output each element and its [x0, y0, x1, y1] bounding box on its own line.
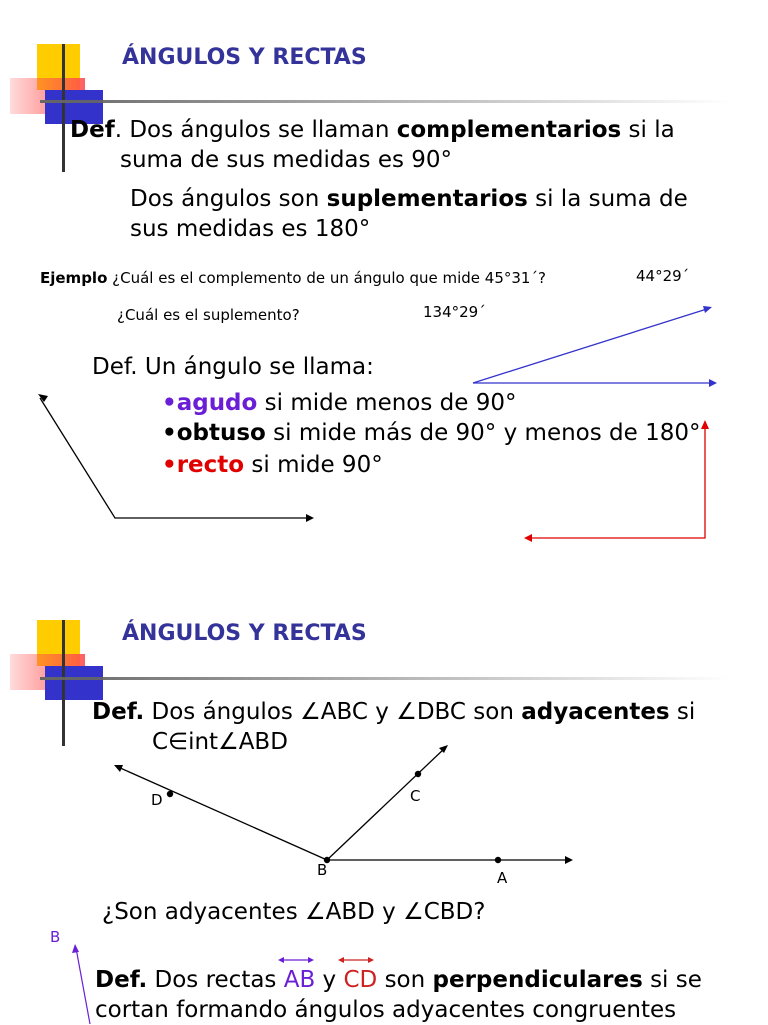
agudo-text: si mide menos de 90° [257, 390, 517, 416]
slide1-title: ÁNGULOS Y RECTAS [122, 45, 367, 70]
corner-point-label: B [50, 928, 61, 946]
point-label-a: A [497, 869, 508, 887]
def-angle-types: Def. Un ángulo se llama: [92, 354, 374, 380]
slide2-title: ÁNGULOS Y RECTAS [122, 621, 367, 646]
ab-line-symbol [278, 957, 314, 963]
example-answer2: 134°29´ [423, 303, 486, 321]
line-cd: CD [343, 967, 378, 993]
def-label: Def. [95, 967, 148, 993]
def-text-end: si se [642, 967, 702, 993]
cd-line-symbol [338, 957, 374, 963]
term-agudo: agudo [176, 390, 258, 416]
term-adyacentes: adyacentes [521, 699, 670, 725]
point-label-d: D [151, 791, 163, 809]
def-text-son: son [377, 967, 433, 993]
def-adyacentes-line2: C∈int∠ABD [152, 729, 288, 755]
adjacent-question: ¿Son adyacentes ∠ABD y ∠CBD? [102, 899, 486, 925]
term-suplementarios: suplementarios [326, 186, 528, 212]
def-text: Dos ángulos ∠ABC y ∠DBC son [144, 699, 522, 725]
def-complementarios-line2: suma de sus medidas es 90° [120, 147, 453, 173]
def-text-end: si la [621, 117, 675, 143]
line-ab: AB [283, 967, 316, 993]
example-label: Ejemplo [40, 269, 108, 287]
term-obtuso: obtuso [176, 420, 266, 446]
example-text: ¿Cuál es el complemento de un ángulo que mide 45°31´? [107, 269, 546, 287]
def-suplementarios-line2: sus medidas es 180° [130, 216, 371, 242]
def-perpendiculares-line2: cortan formando ángulos adyacentes congruentes [95, 997, 677, 1023]
bullet-recto [162, 450, 383, 480]
def-text: Dos rectas [147, 967, 284, 993]
def-adyacentes [92, 697, 695, 727]
acute-angle-figure [473, 306, 717, 387]
point-label-b: B [317, 861, 328, 879]
def-text-end: si la suma de [527, 186, 688, 212]
adjacent-angles-figure [114, 745, 573, 864]
def-label: Def [70, 117, 115, 143]
bullet: • [162, 420, 177, 446]
perpendicular-line-figure [72, 944, 90, 1024]
term-perpendiculares: perpendiculares [432, 967, 643, 993]
def-text-y: y [315, 967, 344, 993]
bullet: • [162, 452, 177, 478]
obtuso-text: si mide más de 90° y menos de 180° [265, 420, 701, 446]
def-complementarios [70, 115, 675, 145]
bullet: • [162, 390, 177, 416]
example-answer: 44°29´ [636, 267, 690, 285]
term-complementarios: complementarios [396, 117, 622, 143]
def-label: Def. [92, 699, 145, 725]
bullet-obtuso [162, 418, 701, 448]
def-suplementarios [130, 184, 688, 214]
point-label-c: C [410, 787, 421, 805]
def-text: . Dos ángulos se llaman [114, 117, 397, 143]
def-text-end: si [669, 699, 696, 725]
term-recto: recto [176, 452, 245, 478]
def-text: Dos ángulos son [130, 186, 327, 212]
bullet-agudo [162, 388, 517, 418]
recto-text: si mide 90° [244, 452, 383, 478]
def-perpendiculares [95, 965, 702, 995]
example-question [40, 269, 546, 287]
example-question2: ¿Cuál es el suplemento? [117, 306, 300, 324]
